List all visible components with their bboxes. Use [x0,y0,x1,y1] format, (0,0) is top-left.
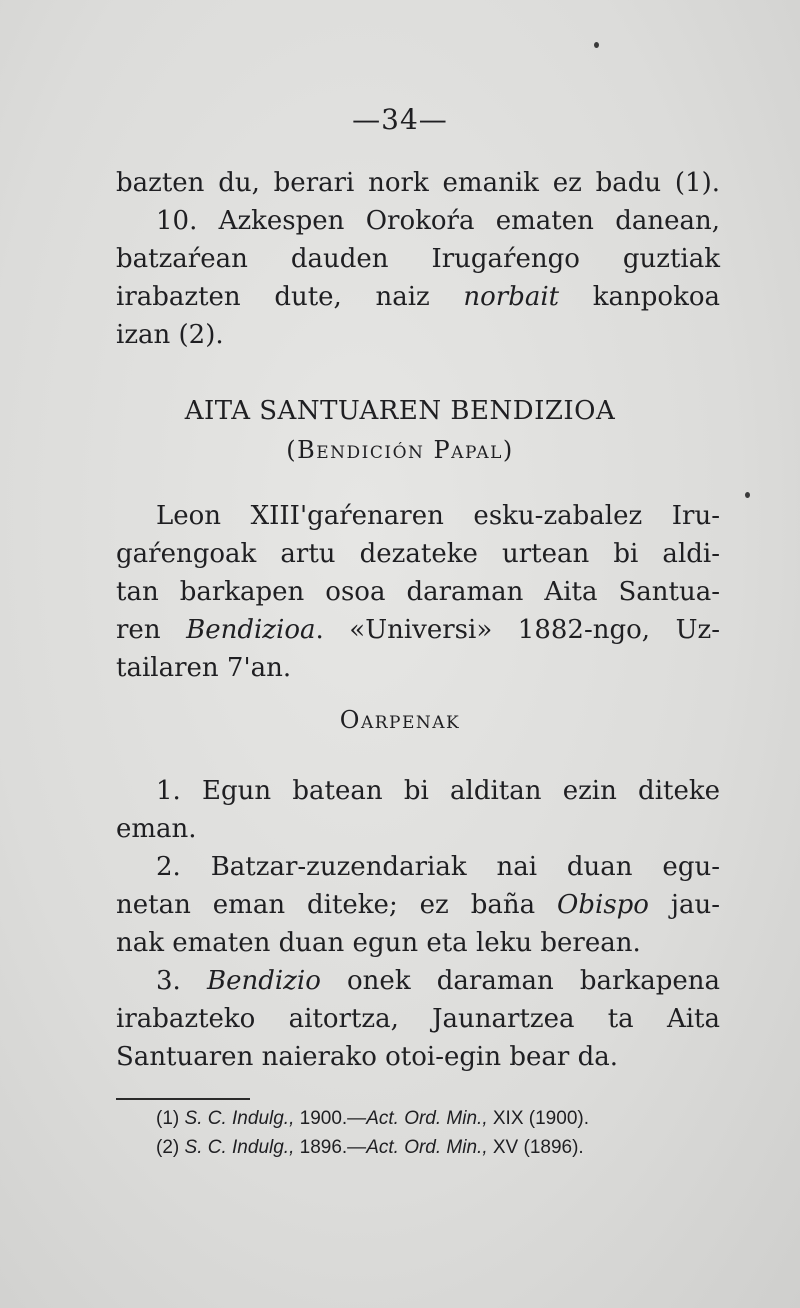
text-line [116,886,720,924]
italic-run: norbait [463,282,560,312]
text-line: 1. Egun batean bi alditan ezin diteke [156,776,720,806]
text-line [116,962,720,1000]
footnote-1 [156,1104,722,1133]
text-run: 3. [156,966,207,996]
text-line: batzaŕean dauden Irugaŕengo guztiak [116,244,720,274]
footnote-mark: (1) [156,1108,180,1129]
text-run: jau- [648,890,721,920]
text-line: bazten du, berari nork emanik ez badu (1). [116,168,720,198]
text-line: Leon XIII'gaŕenaren esku-zabalez Iru- [156,501,720,531]
italic-run: Bendizioa [186,615,316,645]
text-line: izan (2). [116,320,224,350]
section-subtitle: (Bendición Papal) [286,436,514,464]
paragraph-1 [116,164,720,354]
footnote-tail: XIX (1900). [487,1108,589,1129]
footnote-year: 1900.— [294,1108,367,1129]
italic-run: Obispo [557,890,649,920]
text-run: kanpokoa [559,282,720,312]
text-run: . «Universi» 1882-ngo, Uz- [315,615,720,645]
footnote-mark: (2) [156,1137,180,1158]
footnote-rule [116,1098,250,1100]
ink-speck [594,42,599,48]
footnote-source: S. C. Indulg., [184,1137,295,1158]
text-line: Santuaren naierako otoi-egin bear da. [116,1042,618,1072]
section-title: AITA SANTUAREN BENDIZIOA [184,396,616,426]
ink-speck [745,492,750,498]
footnote-year: 1896.— [294,1137,367,1158]
text-line [116,611,720,649]
text-line [116,278,720,316]
text-run: onek daraman barkapena [320,966,720,996]
text-line: 2. Batzar-zuzendariak nai duan egu- [156,852,720,882]
section-title-oarpenak: Oarpenak [339,706,461,734]
paragraph-2 [116,497,720,687]
footnotes [156,1104,722,1162]
text-line: 10. Azkespen Orokoŕa ematen danean, [156,206,720,236]
text-line: irabazteko aitortza, Jaunartzea ta Aita [116,1004,720,1034]
text-line: tailaren 7'an. [116,653,292,683]
footnote-2 [156,1133,722,1162]
italic-run: Bendizio [206,966,321,996]
text-line: tan barkapen osoa daraman Aita Santua- [116,577,720,607]
text-line: gaŕengoak artu dezateke urtean bi aldi- [116,539,720,569]
text-line: eman. [116,814,197,844]
page-number: —34— [352,103,448,136]
footnote-act: Act. Ord. Min., [366,1137,488,1158]
text-run: ren [116,615,187,645]
paragraph-notes [116,772,720,1076]
footnote-source: S. C. Indulg., [184,1108,295,1129]
footnote-act: Act. Ord. Min., [366,1108,488,1129]
text-run: irabazten dute, naiz [116,282,464,312]
text-line: nak ematen duan egun eta leku berean. [116,928,641,958]
text-run: netan eman diteke; ez baña [116,890,558,920]
footnote-tail: XV (1896). [487,1137,584,1158]
